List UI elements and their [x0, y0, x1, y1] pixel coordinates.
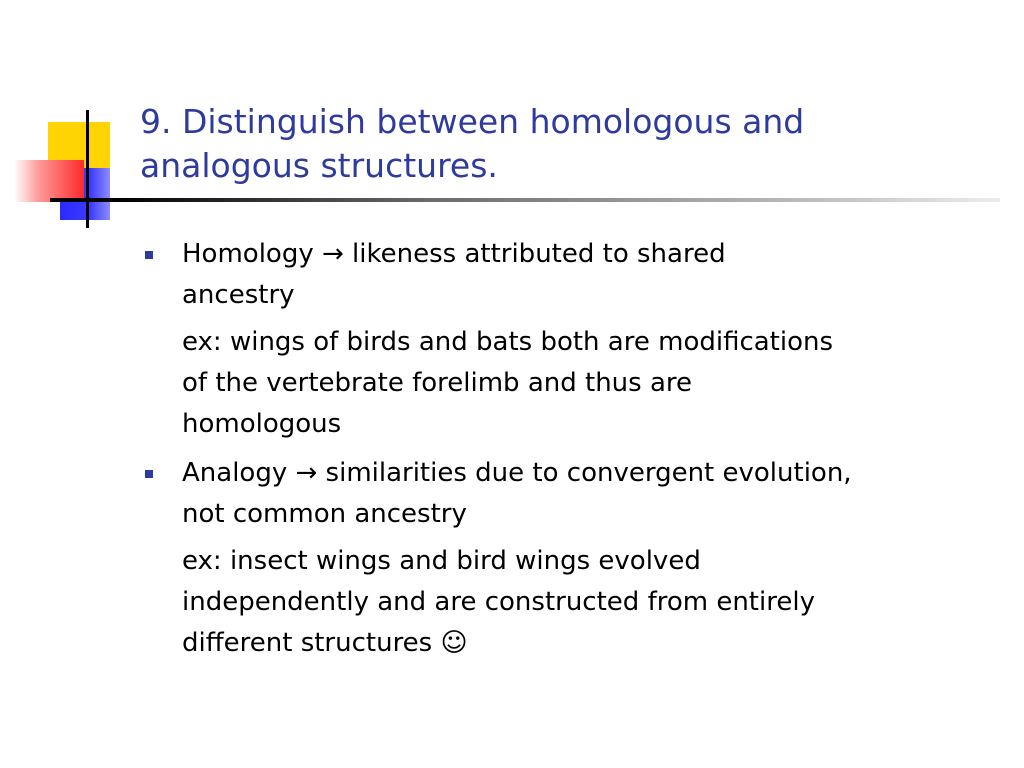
bullet-definition-line: ancestry [182, 280, 295, 310]
bullet-definition-line [182, 453, 1013, 494]
title-line: 9. Distinguish between homologous and [140, 102, 805, 141]
example-line: ex: insect wings and bird wings evolved [182, 546, 701, 576]
example-line: different structures ☺ [182, 628, 468, 658]
square-bullet-icon [145, 470, 153, 478]
definition-text: likeness attributed to shared [352, 239, 726, 269]
definition-text: similarities due to convergent evolution, [325, 458, 852, 488]
right-arrow-icon: → [321, 239, 344, 269]
bullet-list [143, 234, 1013, 672]
example-block [182, 541, 1013, 664]
square-bullet-icon [145, 251, 153, 259]
bullet-definition-line [182, 234, 1013, 275]
example-line: of the vertebrate forelimb and thus are [182, 368, 693, 398]
example-line: homologous [182, 409, 342, 439]
bullet-definition-line: not common ancestry [182, 499, 467, 529]
right-arrow-icon: → [295, 458, 318, 488]
slide-title [140, 100, 1000, 188]
example-line: ex: wings of birds and bats both are modifications [182, 327, 834, 357]
bullet-term: Homology [182, 239, 314, 269]
title-underline-rule [50, 198, 1000, 202]
bullet-term: Analogy [182, 458, 288, 488]
example-line: independently and are constructed from entirely [182, 587, 815, 617]
title-line: analogous structures. [140, 146, 498, 185]
bullet-analogy [143, 453, 1013, 664]
bullet-homology [143, 234, 1013, 445]
example-block [182, 322, 1013, 445]
red-fade-decoration [14, 160, 84, 202]
vertical-rule [86, 110, 89, 228]
